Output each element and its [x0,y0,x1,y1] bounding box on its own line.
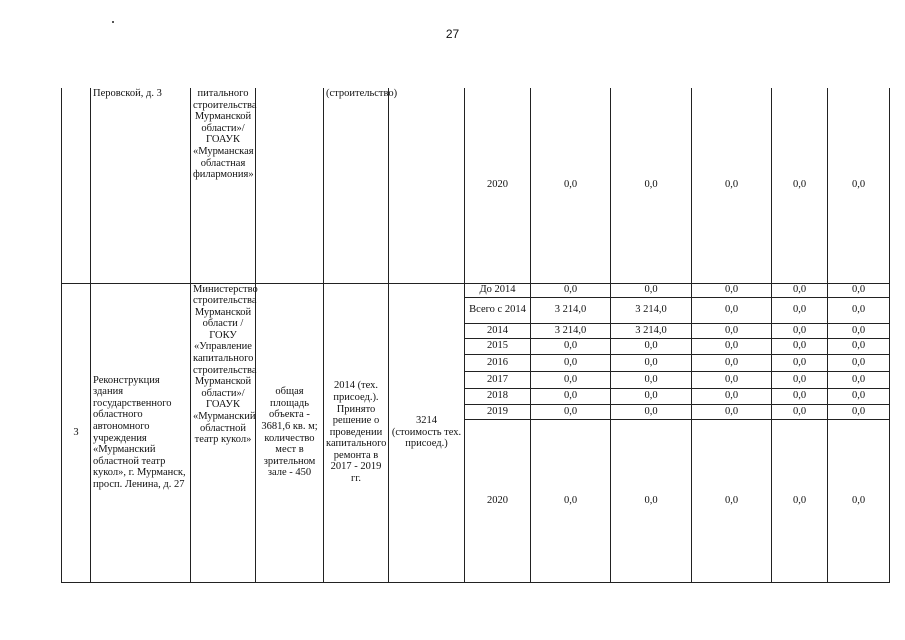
value-cell: 0,0 [692,371,772,388]
value-cell: 0,0 [772,404,828,419]
value-cell: 0,0 [692,323,772,338]
capacity-cell: общая площадь объекта - 3681,6 кв. м; количество мест в зрительном зале - 450 [256,283,324,582]
value-cell: 0,0 [611,88,692,283]
value-cell: 0,0 [828,371,890,388]
value-cell: 0,0 [828,419,890,582]
value-cell: 0,0 [828,354,890,371]
object-cell: Реконструкция здания государственного областного автономного учреждения «Мурманский областной театр кукол», г. Мурманск, просп. Ленина, д. 27 [91,283,191,582]
value-cell: 0,0 [611,354,692,371]
value-cell: 0,0 [531,354,611,371]
year-cell: Всего с 2014 [465,297,531,323]
value-cell: 0,0 [531,371,611,388]
value-cell: 3 214,0 [531,297,611,323]
value-cell: 0,0 [772,354,828,371]
year-cell: 2020 [465,419,531,582]
value-cell: 0,0 [611,388,692,404]
value-cell: 0,0 [772,297,828,323]
scan-speck [112,21,114,23]
value-cell: 0,0 [692,388,772,404]
value-cell: 0,0 [531,283,611,297]
customer-cell: питального строительства Мурманской области»/ ГОАУК «Мурманская областная филармония» [191,88,256,283]
index-cell [62,88,91,283]
value-cell: 3 214,0 [531,323,611,338]
table-row-continued [62,88,890,283]
value-cell: 0,0 [611,283,692,297]
value-cell: 0,0 [692,419,772,582]
value-cell: 0,0 [772,88,828,283]
value-cell: 0,0 [772,283,828,297]
year-cell: 2019 [465,404,531,419]
value-cell: 0,0 [531,404,611,419]
value-cell: 0,0 [531,388,611,404]
value-cell: 0,0 [611,419,692,582]
cost-cell: 3214 (стоимость тех. присоед.) [389,283,465,582]
index-cell: 3 [62,283,91,582]
value-cell: 0,0 [828,338,890,354]
year-cell: До 2014 [465,283,531,297]
value-cell: 0,0 [692,88,772,283]
value-cell: 0,0 [828,283,890,297]
value-cell: 0,0 [772,371,828,388]
capacity-cell [256,88,324,283]
value-cell: 0,0 [611,404,692,419]
value-cell: 0,0 [531,88,611,283]
year-cell: 2020 [465,88,531,283]
value-cell: 0,0 [531,419,611,582]
value-cell: 3 214,0 [611,297,692,323]
object-cell: Перовской, д. 3 [91,88,191,283]
value-cell: 0,0 [692,354,772,371]
value-cell: 0,0 [611,338,692,354]
year-cell: 2018 [465,388,531,404]
value-cell: 0,0 [692,404,772,419]
value-cell: 0,0 [531,338,611,354]
year-cell: 2014 [465,323,531,338]
year-cell: 2015 [465,338,531,354]
stage-cell: 2014 (тех. присоед.). Принято решение о проведении капитального ремонта в 2017 - 2019 гг. [324,283,389,582]
value-cell: 0,0 [772,338,828,354]
year-cell: 2017 [465,371,531,388]
value-cell: 0,0 [772,388,828,404]
investment-table [61,88,890,583]
page-number: 27 [445,27,460,41]
value-cell: 0,0 [692,283,772,297]
customer-cell: Министерство строительства Мурманской области /ГОКУ «Управление капитального строительства Мурманской области»/ ГОАУК «Мурманский областной театр кукол» [191,283,256,582]
value-cell: 0,0 [692,297,772,323]
value-cell: 0,0 [611,371,692,388]
value-cell: 0,0 [828,404,890,419]
year-cell: 2016 [465,354,531,371]
value-cell: 0,0 [828,388,890,404]
cost-cell [389,88,465,283]
value-cell: 0,0 [772,323,828,338]
value-cell: 3 214,0 [611,323,692,338]
value-cell: 0,0 [828,88,890,283]
value-cell: 0,0 [828,323,890,338]
stage-cell: (строительство) [324,88,389,283]
value-cell: 0,0 [772,419,828,582]
table-row [62,283,890,297]
value-cell: 0,0 [828,297,890,323]
value-cell: 0,0 [692,338,772,354]
